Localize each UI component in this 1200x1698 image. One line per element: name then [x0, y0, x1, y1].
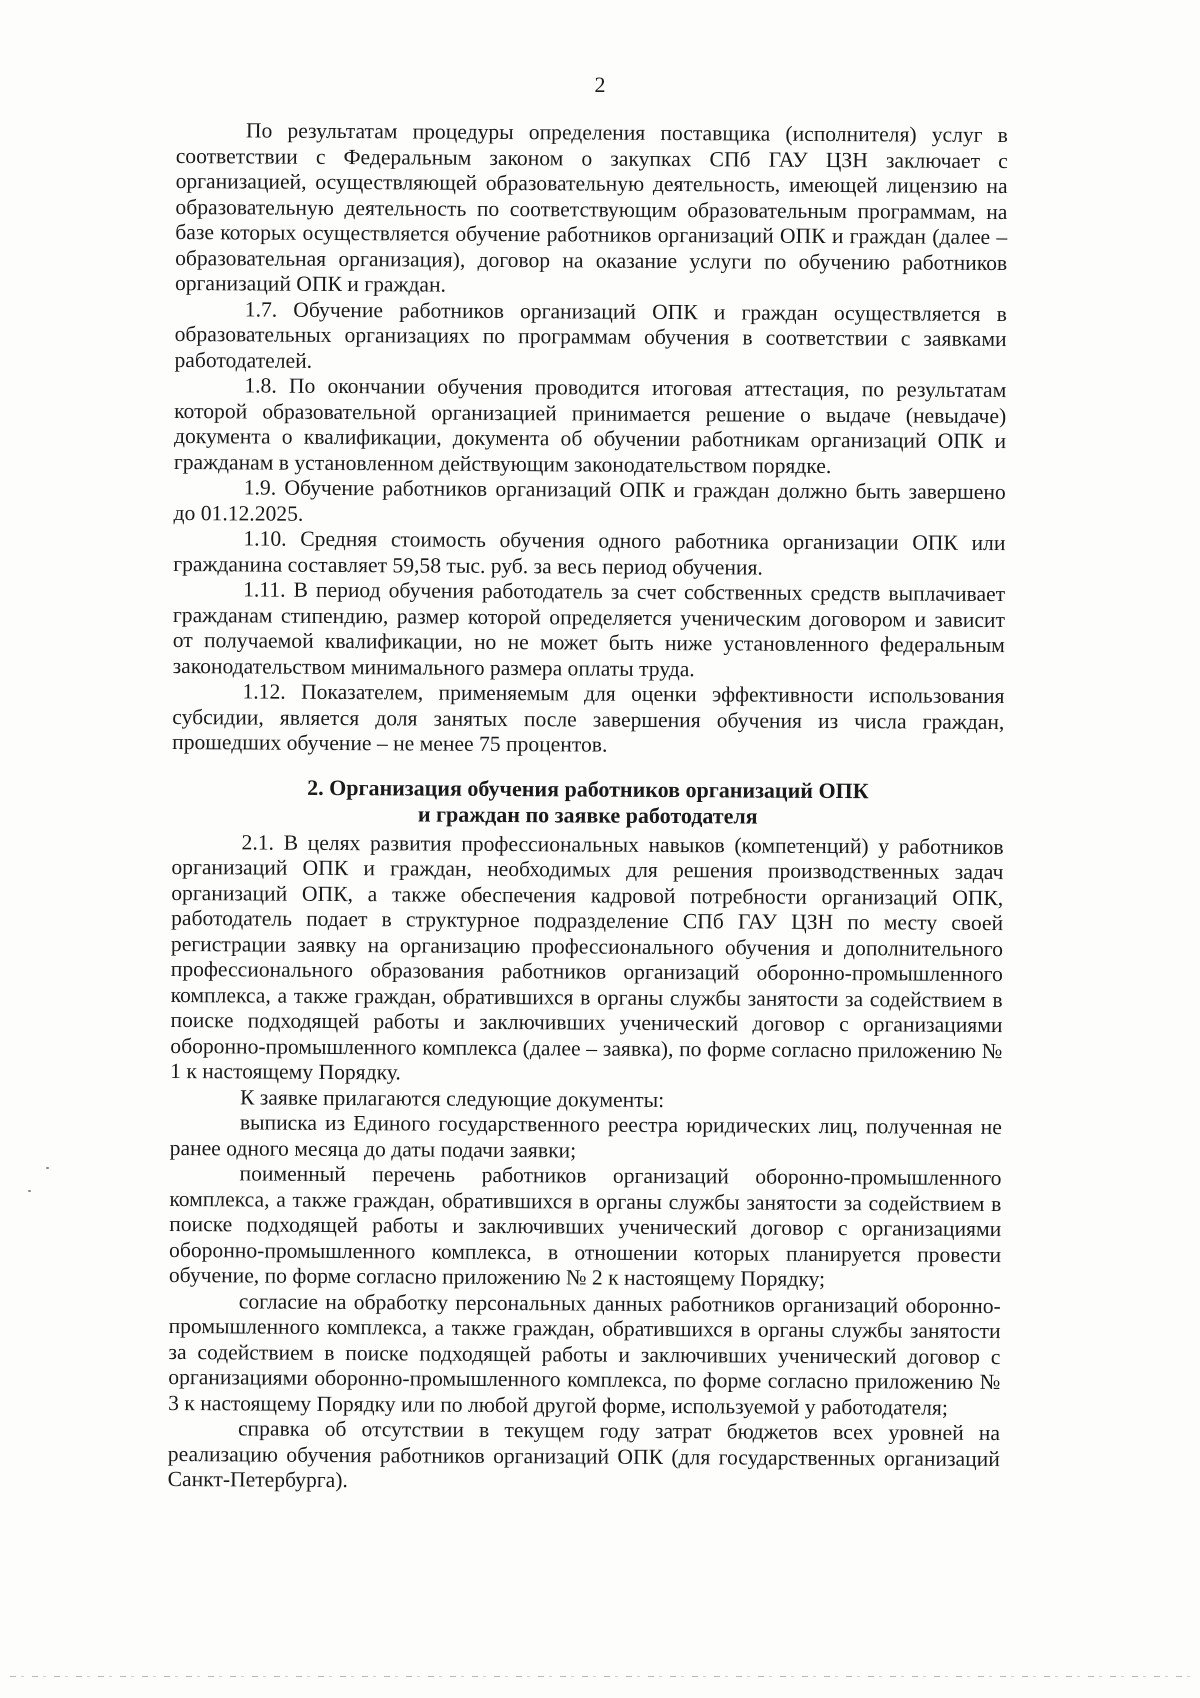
paragraph-2-1: 2.1. В целях развития профессиональных навыков (компетенций) у работников организаций ОПК и граждан, необходимых для решения производственных задач организаций ОПК, а также обеспечения кадровой потребности организаций ОПК, работодатель подает в структурное подразделение СПб ГАУ ЦЗН по месту своей регистрации заявку на организацию профессионального обучения и дополнительного профессионального образования работников организаций оборонно-промышленного комплекса, а также граждан, обратившихся в органы службы занятости за содействием в поиске подходящей работы и заключивших ученический договор с организациями оборонно-промышленного комплекса (далее – заявка), по форме согласно приложению № 1 к настоящему Порядку. [170, 829, 1004, 1085]
paragraph-registry-extract: выписка из Единого государственного реестра юридических лиц, полученная не ранее одного месяца до даты подачи заявки; [169, 1110, 1002, 1162]
paragraph-1-7: 1.7. Обучение работников организаций ОПК и граждан осуществляется в образовательных организациях по программам обучения в соответствии с заявками работодателей. [174, 296, 1007, 373]
paragraph-1-9: 1.9. Обучение работников организаций ОПК и граждан должно быть завершено до 01.12.2025. [173, 475, 1006, 526]
paragraph-1-8: 1.8. По окончании обучения проводится итоговая аттестация, по результатам которой образовательной организацией принимается решение о выдаче (невыдаче) документа о квалификации, документа об обучении работникам организаций ОПК и гражданам в установленном действующим законодательством порядке. [173, 373, 1007, 478]
page-number: 2 [594, 72, 606, 97]
section-heading-line-1: 2. Организация обучения работников организаций ОПК [307, 774, 869, 803]
paragraph-budget-certificate: справка об отсутствии в текущем году затрат бюджетов всех уровней на реализацию обучения работников организаций ОПК (для государственных организаций Санкт-Петербурга). [167, 1416, 1001, 1493]
document-body [168, 118, 1008, 1498]
scan-speck [28, 1190, 31, 1192]
section-heading-line-2: и граждан по заявке работодателя [417, 800, 758, 829]
paragraph-contract-conclusion: По результатам процедуры определения поставщика (исполнителя) услуг в соответствии с Федеральным законом о закупках СПб ГАУ ЦЗН заключает с организацией, осуществляющей образовательную деятельность, имеющей лицензию на образовательную деятельность по соответствующим образовательным программам, на базе которых осуществляется обучение работников организаций ОПК и граждан (далее – образовательная организация), договор на оказание услуги по обучению работников организаций ОПК и граждан. [174, 118, 1008, 297]
paragraph-personal-data-consent: согласие на обработку персональных данных работников организаций оборонно-промышленного комплекса, а также граждан, обратившихся в органы службы занятости за содействием в поиске подходящей работы и заключивших ученический договор с организациями оборонно-промышленного комплекса, по форме согласно приложению № 3 к настоящему Порядку или по любой другой форме, используемой у работодателя; [168, 1288, 1001, 1420]
paragraph-1-10: 1.10. Средняя стоимость обучения одного работника организации ОПК или гражданина составляет 59,58 тыс. руб. за весь период обучения. [173, 526, 1006, 580]
paragraph-1-11: 1.11. В период обучения работодатель за счет собственных средств выплачивает гражданам стипендию, размер которой определяется ученическим договором и зависит от получаемой квалификации, но не может быть ниже установленного федеральным законодательством минимального размера оплаты труда. [172, 577, 1006, 681]
scan-edge-line [10, 1676, 1190, 1677]
paragraph-employee-list: поименный перечень работников организаций оборонно-промышленного комплекса, а также граждан, обратившихся в органы службы занятости за содействием в поиске подходящей работы и заключивших ученический договор с организациями оборонно-промышленного комплекса, в отношении которых планируется провести обучение, по форме согласно приложению № 2 к настоящему Порядку; [168, 1161, 1002, 1291]
scan-speck [46, 1167, 49, 1169]
section-heading [172, 773, 1004, 830]
paragraph-1-12: 1.12. Показателем, применяемым для оценки эффективности использования субсидии, является доля занятых после завершения обучения из числа граждан, прошедших обучение – не менее 75 процентов. [172, 679, 1005, 757]
paragraph-attachments-intro: К заявке прилагаются следующие документы: [239, 1084, 665, 1112]
